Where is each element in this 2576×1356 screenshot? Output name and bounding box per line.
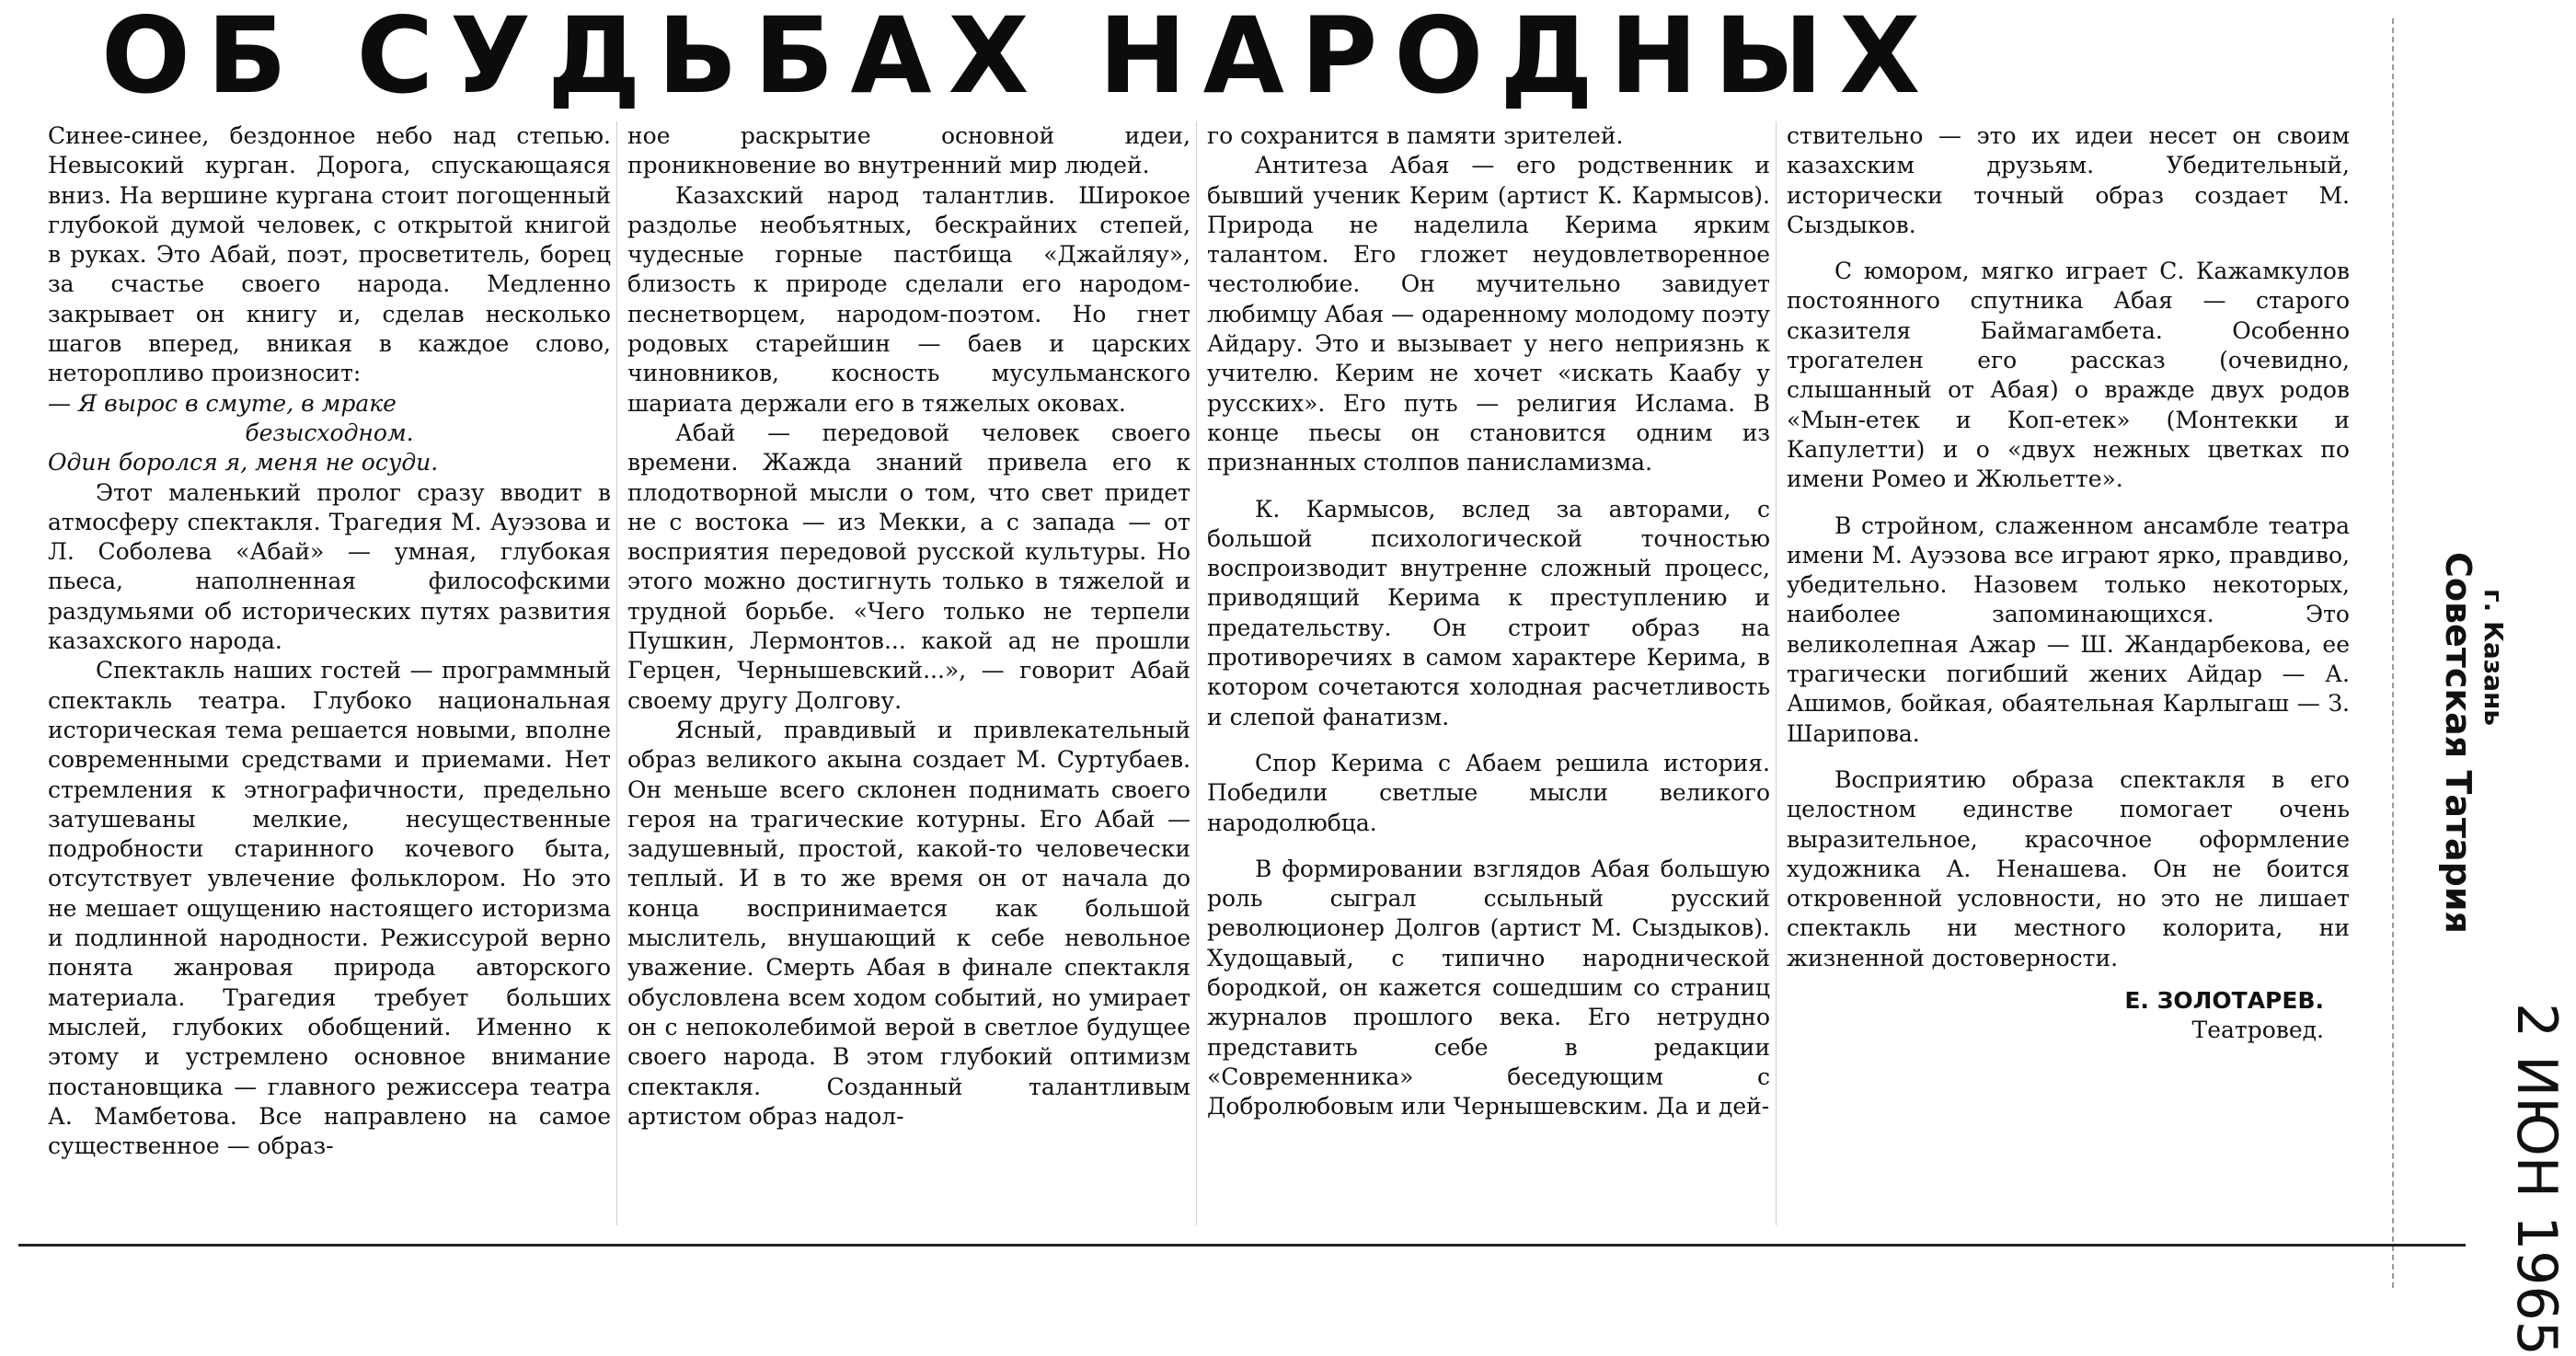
verse-line: Один боролся я, меня не осуди. xyxy=(48,449,439,477)
paragraph: ствительно — это их идеи несет он своим казахским друзьям. Убедительный, исторически точный образ создает М. Сыздыков. xyxy=(1787,122,2350,238)
source-stamp xyxy=(2438,552,2509,984)
paragraph: Спектакль наших гостей — программный спектакль театра. Глубоко национальная историческая тема решается новыми, вполне современными средствами и приемами. Нет стремления к этнографичности, предельно затушеваны мелкие, несущественные подробности старинного кочевого быта, отсутствует увлечение фольклором. Но это не мешает ощущению настоящего историзма и подлинной народности. Режиссурой верно понята жанровая природа авторского материала. Трагедия требует больших мыслей, глубоких обобщений. Именно к этому и устремлено основное внимание постановщика — главного режиссера театра А. Мамбетова. Все направлено на самое существенное — образ- xyxy=(48,657,611,1160)
paragraph: В стройном, слаженном ансамбле театра имени М. Ауэзова все играют ярко, правдиво, убедительно. Назовем только некоторых, наиболее запоминающихся. Это великолепная Ажар — Ш. Жандарбекова, ее трагически погибший жених Айдар — А. Ашимов, бойкая, обаятельная Карлыгаш — З. Шарипова. xyxy=(1787,511,2350,747)
paragraph: Абай — передовой человек своего времени. Жажда знаний привела его к плодотворной мысли о том, что свет придет не с востока — из Мекки, а с запада — от восприятия передовой русской культуры. Но этого можно достигнуть только в тяжелой и трудной борьбе. «Чего только не терпели Пушкин, Лермонтов... какой ад не прошли Герцен, Чернышевский...», — говорит Абай своему другу Долгову. xyxy=(627,419,1190,714)
column-2 xyxy=(627,121,1190,1225)
verse-line: безысходном. xyxy=(245,419,414,446)
column-divider xyxy=(616,121,617,1225)
column-1 xyxy=(48,121,611,1225)
column-3 xyxy=(1207,121,1770,1225)
paragraph: Ясный, правдивый и привлекательный образ великого акына создает М. Суртубаев. Он меньше всего склонен поднимать своего героя на трагические котурны. Его Абай — задушевный, простой, какой-то человечески теплый. И в то же время он от начала до конца воспринимается как большой мыслитель, внушающий к себе невольное уважение. Смерть Абая в финале спектакля обусловлена всем ходом событий, но умирает он с непоколебимой верой в светлое будущее своего народа. В этом глубокий оптимизм спектакля. Созданный талантливым артистом образ надол- xyxy=(627,716,1190,1130)
paragraph: К. Кармысов, вслед за авторами, с большой психологической точностью воспроизводит внутренне сложный процесс, приводящий Керима к преступлению и предательству. Он строит образ на противоречиях в самом характере Керима, в котором сочетаются холодная расчетливость и слепой фанатизм. xyxy=(1207,495,1770,730)
paragraph: В формировании взглядов Абая большую роль сыграл ссыльный русский революционер Долгов (артист М. Сыздыков). Худощавый, с типично народнической бородкой, он кажется сошедшим со страниц журналов прошлого века. Его нетрудно представить себе в редакции «Современника» беседующим с Добролюбовым или Чернышевским. Да и дей- xyxy=(1207,855,1770,1120)
headline: ОБ СУДЬБАХ НАРОДНЫХ xyxy=(101,0,1938,117)
source-city: г. Казань xyxy=(2478,589,2509,727)
paragraph: го сохранится в памяти зрителей. xyxy=(1207,122,1624,149)
date-stamp: 2 ИЮН 1965 xyxy=(2504,1003,2569,1356)
author-signature: Е. ЗОЛОТАРЕВ. xyxy=(2124,987,2324,1015)
source-newspaper: Советская Татария xyxy=(2438,552,2478,934)
paragraph: Казахский народ талантлив. Широкое раздолье необъятных, бескрайних степей, чудесные горные пастбища «Джайляу», близость к природе сделали его народом-песнетворцем, народом-поэтом. Но гнет родовых старейшин — баев и царских чиновников, косность мусульманского шариата держали его в тяжелых оковах. xyxy=(627,181,1190,417)
paragraph: Восприятию образа спектакля в его целостном единстве помогает очень выразительное, красочное оформление художника А. Ненашева. Он не боится откровенной условности, но это не лишает спектакль ни местного колорита, ни жизненной достоверности. xyxy=(1787,765,2350,971)
bottom-rule xyxy=(18,1244,2466,1247)
paragraph: Синее-синее, бездонное небо над степью. Невысокий курган. Дорога, спускающаяся вниз. На вершине кургана стоит погощенный глубокой думой человек, с открытой книгой в руках. Это Абай, поэт, просветитель, борец за счастье своего народа. Медленно закрывает он книгу и, сделав несколько шагов вперед, вникая в каждое слово, неторопливо произносит: xyxy=(48,122,611,387)
column-divider xyxy=(1196,121,1197,1225)
paragraph: Этот маленький пролог сразу вводит в атмосферу спектакля. Трагедия М. Ауэзова и Л. Соболева «Абай» — умная, глубокая пьеса, наполненная философскими раздумьями об исторических путях развития казахского народа. xyxy=(48,478,611,655)
column-divider xyxy=(1776,121,1777,1225)
paragraph: Антитеза Абая — его родственник и бывший ученик Керим (артист К. Кармысов). Природа не наделила Керима ярким талантом. Его гложет неудовлетворенное честолюбие. Он мучительно завидует любимцу Абая — одаренному молодому поэту Айдару. Это и вызывает у него неприязнь к учителю. Керим не хочет «искать Каабу у русских». Его путь — религия Ислама. В конце пьесы он становится одним из признанных столпов панисламизма. xyxy=(1207,152,1770,477)
author-role: Театровед. xyxy=(2191,1017,2324,1044)
clipping-edge xyxy=(2392,18,2398,1288)
paragraph: ное раскрытие основной идеи, проникновение во внутренний мир людей. xyxy=(627,122,1190,179)
paragraph: Спор Керима с Абаем решила история. Победили светлые мысли великого народолюбца. xyxy=(1207,749,1770,836)
paragraph: С юмором, мягко играет С. Кажамкулов постоянного спутника Абая — старого сказителя Баймагамбета. Особенно трогателен его рассказ (очевидно, слышанный от Абая) о вражде двух родов «Мын-етек и Коп-етек» (Монтекки и Капулетти) и о «двух нежных цветках по имени Ромео и Жюльетте». xyxy=(1787,258,2350,493)
column-4 xyxy=(1787,121,2350,1225)
verse-line: — Я вырос в смуте, в мраке xyxy=(48,389,397,417)
